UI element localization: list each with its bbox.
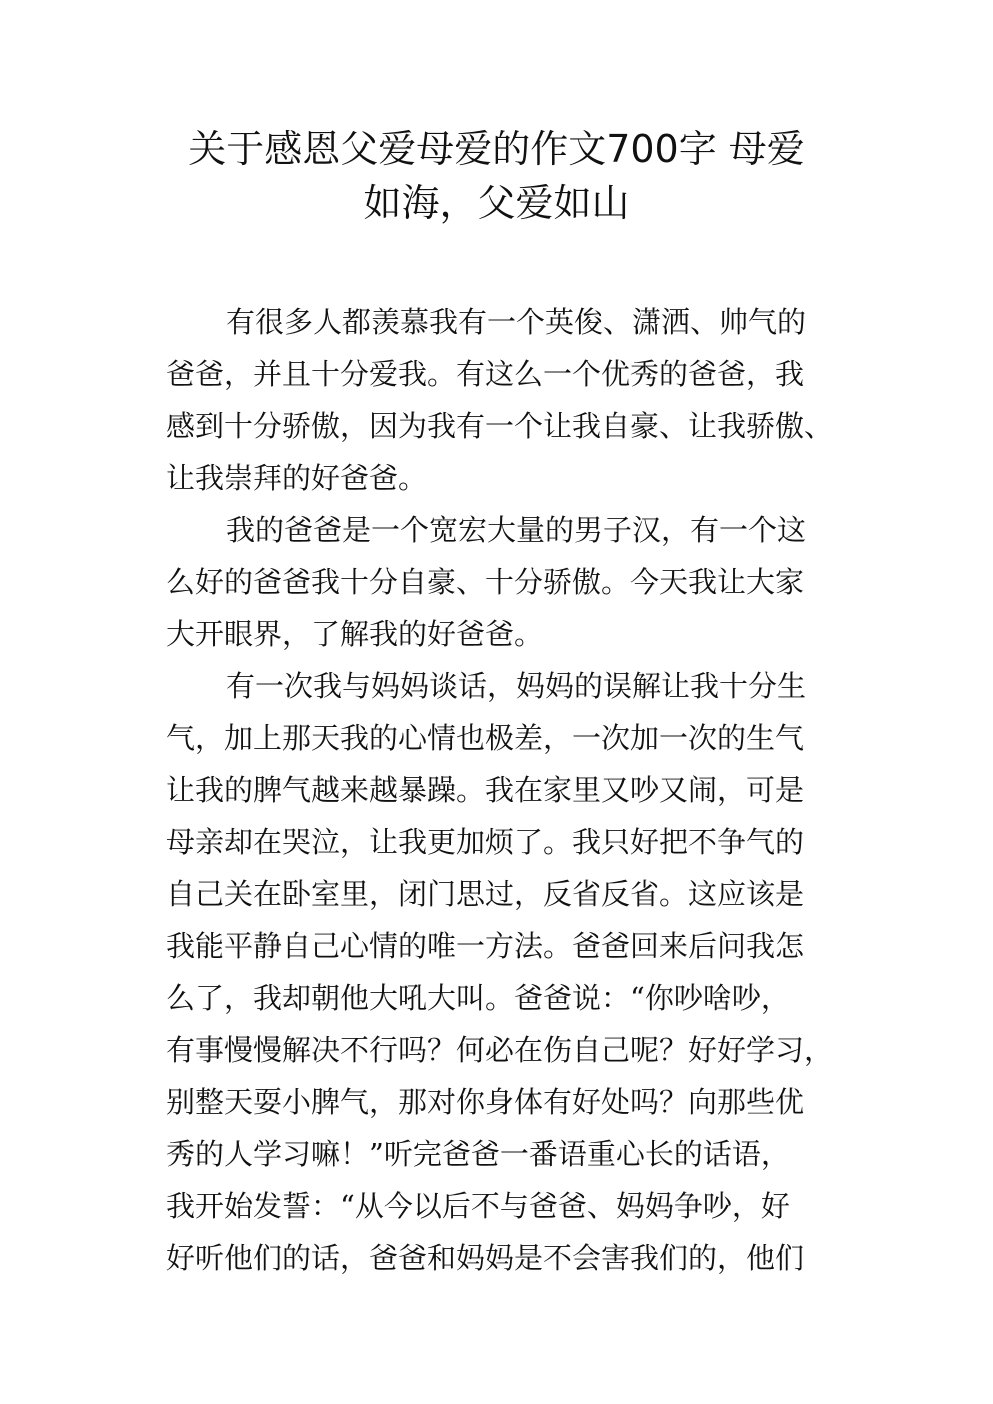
essay-line: 别整天耍小脾气，那对你身体有好处吗？向那些优 [166,1085,805,1119]
essay-line: 自己关在卧室里，闭门思过，反省反省。这应该是 [166,877,805,911]
title-line-1: 关于感恩父爱母爱的作文700字 母爱 [188,127,805,171]
essay-line: 我能平静自己心情的唯一方法。爸爸回来后问我怎 [166,929,805,963]
title-line-2: 如海，父爱如山 [363,181,630,225]
essay-line: 让我崇拜的好爸爸。 [166,461,428,495]
essay-line: 让我的脾气越来越暴躁。我在家里又吵又闹，可是 [166,773,805,807]
essay-line: 好听他们的话，爸爸和妈妈是不会害我们的，他们 [166,1241,805,1275]
essay-line: 有事慢慢解决不行吗？何必在伤自己呢？好好学习， [166,1033,834,1067]
essay-line: 感到十分骄傲，因为我有一个让我自豪、让我骄傲、 [166,409,834,443]
essay-line: 爸爸，并且十分爱我。有这么一个优秀的爸爸，我 [166,357,805,391]
essay-line: 气，加上那天我的心情也极差，一次加一次的生气 [166,721,805,755]
essay-line: 大开眼界，了解我的好爸爸。 [166,617,544,651]
essay-line: 么好的爸爸我十分自豪、十分骄傲。今天我让大家 [166,565,805,599]
essay-line: 么了，我却朝他大吼大叫。爸爸说：“你吵啥吵， [166,981,790,1015]
essay-line: 有一次我与妈妈谈话，妈妈的误解让我十分生 [226,669,807,703]
essay-body [166,296,846,1284]
essay-line: 秀的人学习嘛！”听完爸爸一番语重心长的话语， [166,1137,790,1171]
essay-line: 母亲却在哭泣，让我更加烦了。我只好把不争气的 [166,825,805,859]
essay-line: 有很多人都羡慕我有一个英俊、潇洒、帅气的 [226,305,807,339]
essay-line: 我的爸爸是一个宽宏大量的男子汉，有一个这 [226,513,807,547]
essay-line: 我开始发誓：“从今以后不与爸爸、妈妈争吵，好 [166,1189,790,1223]
page-title [150,122,843,230]
